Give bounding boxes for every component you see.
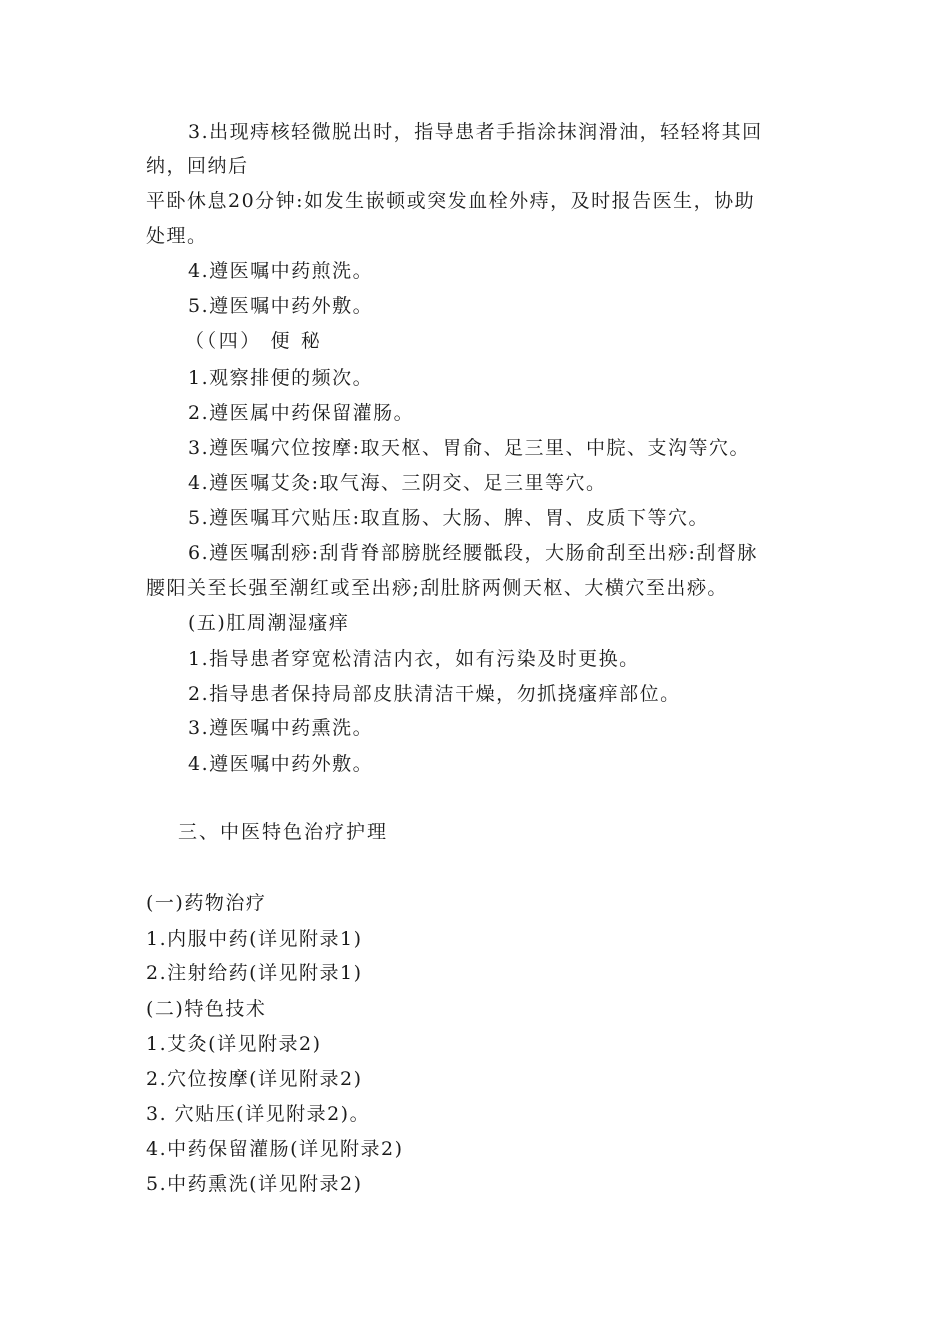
list-item: 6.遵医嘱刮痧:刮背脊部膀胱经腰骶段，大肠俞刮至出痧:刮督脉 xyxy=(188,542,758,564)
paragraph-line: 处理。 xyxy=(146,225,208,247)
list-item: 2.穴位按摩(详见附录2) xyxy=(146,1068,363,1090)
list-item: 4.遵医嘱中药外敷。 xyxy=(188,753,374,775)
paragraph-line: 3.出现痔核轻微脱出时，指导患者手指涂抹润滑油，轻轻将其回 xyxy=(188,121,763,143)
list-item: 4.中药保留灌肠(详见附录2) xyxy=(146,1138,404,1160)
list-item: 2.指导患者保持局部皮肤清洁干燥，勿抓挠瘙痒部位。 xyxy=(188,683,681,705)
section-heading: (一)药物治疗 xyxy=(146,892,267,914)
paragraph-line: 纳，回纳后 xyxy=(146,155,249,177)
section-heading: (二)特色技术 xyxy=(146,998,267,1020)
list-item: 1.观察排便的频次。 xyxy=(188,367,374,389)
chapter-heading: 三、中医特色治疗护理 xyxy=(178,821,389,843)
list-item: 5.遵医嘱耳穴贴压:取直肠、大肠、脾、胃、皮质下等穴。 xyxy=(188,507,710,529)
section-heading: （（四） 便 秘 xyxy=(185,330,323,352)
list-item: 5.中药熏洗(详见附录2) xyxy=(146,1173,363,1195)
list-item: 3. 穴贴压(详见附录2)。 xyxy=(146,1103,371,1125)
list-item: 2.注射给药(详见附录1) xyxy=(146,962,363,984)
paragraph-line: 腰阳关至长强至潮红或至出痧;刮肚脐两侧天枢、大横穴至出痧。 xyxy=(146,577,728,599)
list-item: 3.遵医嘱中药熏洗。 xyxy=(188,717,374,739)
section-heading: (五)肛周潮湿瘙痒 xyxy=(188,612,350,634)
list-item: 4.遵医嘱中药煎洗。 xyxy=(188,260,374,282)
list-item: 3.遵医嘱穴位按摩:取天枢、胃俞、足三里、中脘、支沟等穴。 xyxy=(188,437,751,459)
list-item: 2.遵医属中药保留灌肠。 xyxy=(188,402,415,424)
paragraph-line: 平卧休息20分钟:如发生嵌顿或突发血栓外痔，及时报告医生，协助 xyxy=(146,190,756,212)
list-item: 5.遵医嘱中药外敷。 xyxy=(188,295,374,317)
list-item: 1.艾灸(详见附录2) xyxy=(146,1033,322,1055)
list-item: 4.遵医嘱艾灸:取气海、三阴交、足三里等穴。 xyxy=(188,472,607,494)
list-item: 1.内服中药(详见附录1) xyxy=(146,928,363,950)
list-item: 1.指导患者穿宽松清洁内衣，如有污染及时更换。 xyxy=(188,648,640,670)
